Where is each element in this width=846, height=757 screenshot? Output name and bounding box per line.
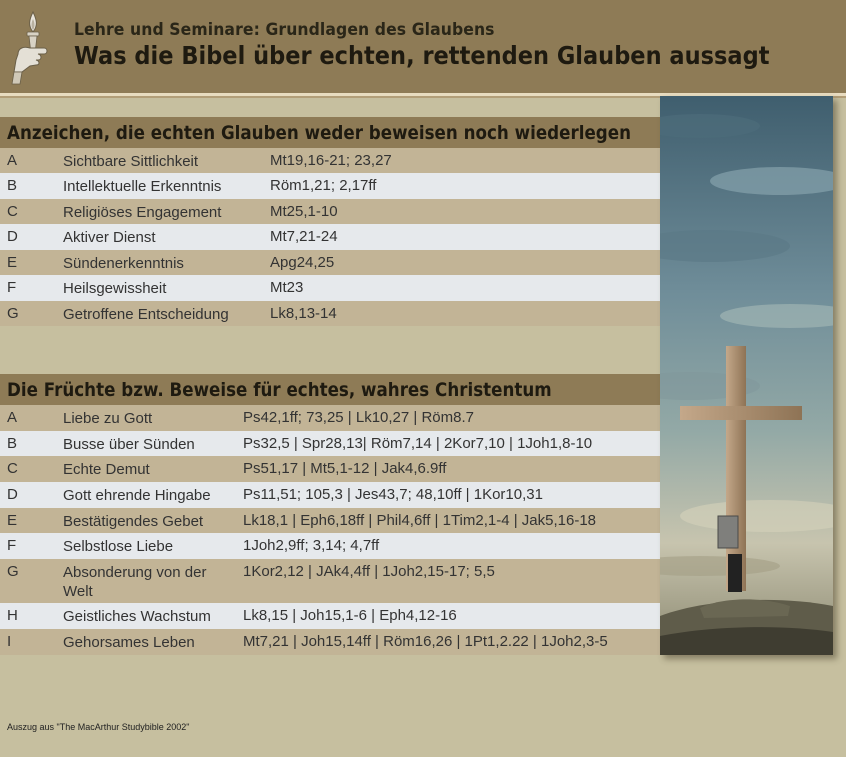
- table-row: [0, 224, 660, 250]
- table-row: [0, 508, 660, 533]
- page-title: Was die Bibel über echten, rettenden Glauben aussagt: [74, 41, 770, 70]
- row-label: Gott ehrende Hingabe: [63, 487, 211, 504]
- row-letter: C: [7, 460, 18, 477]
- row-letter: G: [7, 305, 19, 322]
- row-reference: 1Joh2,9ff; 3,14; 4,7ff: [243, 537, 380, 554]
- row-letter: G: [7, 563, 19, 580]
- row-letter: D: [7, 228, 18, 245]
- row-reference: Apg24,25: [270, 254, 335, 271]
- table-row: [0, 482, 660, 508]
- row-letter: B: [7, 177, 18, 194]
- row-label: Echte Demut: [63, 461, 150, 478]
- table-row: [0, 275, 660, 301]
- row-reference: Mt25,1-10: [270, 203, 338, 220]
- table-row: [0, 405, 660, 431]
- row-reference: Röm1,21; 2,17ff: [270, 177, 377, 194]
- page-subtitle: Lehre und Seminare: Grundlagen des Glaubens: [74, 20, 495, 40]
- row-letter: H: [7, 607, 18, 624]
- cross-on-hill-image: [660, 96, 833, 655]
- row-letter: A: [7, 152, 18, 169]
- row-reference: 1Kor2,12 | JAk4,4ff | 1Joh2,15-17; 5,5: [243, 563, 495, 580]
- row-reference: Mt19,16-21; 23,27: [270, 152, 392, 169]
- cross-image: [660, 96, 833, 655]
- section1-header: [0, 117, 660, 148]
- table-row: [0, 148, 660, 173]
- table-row: [0, 199, 660, 224]
- table-row: [0, 173, 660, 199]
- row-label: Absonderung von der Welt: [63, 564, 207, 600]
- row-label: Selbstlose Liebe: [63, 538, 174, 555]
- row-label: Aktiver Dienst: [63, 229, 156, 246]
- row-letter: E: [7, 512, 18, 529]
- row-reference: Mt23: [270, 279, 304, 296]
- row-label: Intellektuelle Erkenntnis: [63, 178, 222, 195]
- section2-title: Die Früchte bzw. Beweise für echtes, wahres Christentum: [7, 379, 552, 401]
- table-row: [0, 559, 660, 603]
- row-letter: F: [7, 537, 17, 554]
- row-label: Getroffene Entscheidung: [63, 306, 229, 323]
- row-letter: B: [7, 435, 18, 452]
- table-row: [0, 301, 660, 326]
- row-label: Geistliches Wachstum: [63, 608, 211, 625]
- row-reference: Lk8,13-14: [270, 305, 337, 322]
- row-letter: F: [7, 279, 17, 296]
- table-row: [0, 250, 660, 275]
- row-letter: C: [7, 203, 18, 220]
- row-reference: Ps51,17 | Mt5,1-12 | Jak4,6.9ff: [243, 460, 447, 477]
- table-row: [0, 603, 660, 629]
- row-label: Religiöses Engagement: [63, 204, 222, 221]
- table-row: [0, 533, 660, 559]
- row-label: Heilsgewissheit: [63, 280, 167, 297]
- row-label: Gehorsames Leben: [63, 634, 195, 651]
- table-row: [0, 431, 660, 456]
- row-label: Sündenerkenntnis: [63, 255, 184, 272]
- row-reference: Ps32,5 | Spr28,13| Röm7,14 | 2Kor7,10 | 1Joh1,8-10: [243, 435, 593, 452]
- section2-header: [0, 374, 660, 405]
- row-letter: E: [7, 254, 18, 271]
- section1-title: Anzeichen, die echten Glauben weder beweisen noch wiederlegen: [7, 122, 632, 144]
- row-label: Busse über Sünden: [63, 436, 195, 453]
- row-letter: A: [7, 409, 18, 426]
- row-reference: Ps42,1ff; 73,25 | Lk10,27 | Röm8.7: [243, 409, 474, 426]
- row-reference: Ps11,51; 105,3 | Jes43,7; 48,10ff | 1Kor10,31: [243, 486, 543, 503]
- source-footnote: Auszug aus "The MacArthur Studybible 2002": [7, 722, 190, 732]
- table-row: [0, 629, 660, 655]
- table-row: [0, 456, 660, 482]
- row-label: Bestätigendes Gebet: [63, 513, 204, 530]
- row-letter: I: [7, 633, 12, 650]
- row-label: Liebe zu Gott: [63, 410, 153, 427]
- row-letter: D: [7, 486, 18, 503]
- torch-hand-icon: [8, 8, 58, 86]
- row-reference: Mt7,21 | Joh15,14ff | Röm16,26 | 1Pt1,2.22 | 1Joh2,3-5: [243, 633, 608, 650]
- row-reference: Mt7,21-24: [270, 228, 338, 245]
- row-label: Sichtbare Sittlichkeit: [63, 153, 199, 170]
- row-reference: Lk8,15 | Joh15,1-6 | Eph4,12-16: [243, 607, 457, 624]
- row-reference: Lk18,1 | Eph6,18ff | Phil4,6ff | 1Tim2,1-4 | Jak5,16-18: [243, 512, 597, 529]
